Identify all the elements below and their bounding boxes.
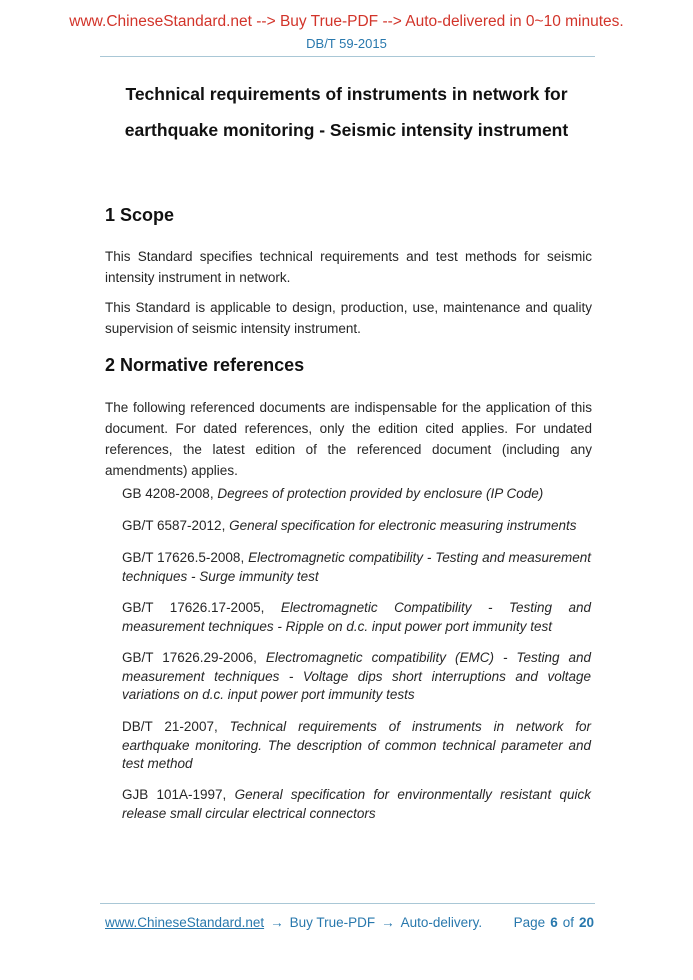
reference-item <box>122 549 591 586</box>
reference-title: Degrees of protection provided by enclosure (IP Code) <box>217 486 544 501</box>
reference-item <box>122 517 591 536</box>
standard-number: DB/T 59-2015 <box>306 36 387 51</box>
arrow-icon: → <box>270 915 284 930</box>
reference-title: Technical requirements of instruments in network for earthquake monitoring. The description of common technical parameter and test method <box>122 719 591 771</box>
section-heading-normative-references: 2 Normative references <box>105 355 305 375</box>
reference-code: GJB 101A-1997, <box>122 787 227 802</box>
reference-item <box>122 599 591 636</box>
page-of-label: of <box>562 915 574 930</box>
page-footer <box>105 915 594 930</box>
normative-intro-paragraph: The following referenced documents are indispensable for the application of this document. For dated references, only the edition cited applies. For undated references, the latest edition of the referenced document (including any amendments) applies. <box>105 400 592 478</box>
reference-code: GB/T 6587-2012, <box>122 518 226 533</box>
footer-divider <box>100 903 595 904</box>
document-title-line1: Technical requirements of instruments in network for <box>125 84 568 104</box>
reference-item <box>122 649 591 705</box>
reference-title: General specification for electronic measuring instruments <box>229 518 577 533</box>
reference-item <box>122 786 591 823</box>
footer-promo <box>105 915 482 930</box>
page-indicator <box>514 915 594 930</box>
reference-code: GB 4208-2008, <box>122 486 214 501</box>
header-promo-banner: www.ChineseStandard.net --> Buy True-PDF --> Auto-delivered in 0~10 minutes. <box>69 13 624 30</box>
reference-title: General specification for environmentally resistant quick release small circular electrical connectors <box>122 787 591 821</box>
footer-delivery-label: Auto-delivery. <box>400 915 483 930</box>
reference-code: GB/T 17626.17-2005, <box>122 600 265 615</box>
reference-item <box>122 485 591 504</box>
reference-item <box>122 718 591 774</box>
header-divider <box>100 56 595 57</box>
footer-buy-label: Buy True-PDF <box>289 915 376 930</box>
page-total: 20 <box>578 915 594 930</box>
scope-paragraph-2: This Standard is applicable to design, production, use, maintenance and quality supervision of seismic intensity instrument. <box>105 300 592 336</box>
reference-title: Electromagnetic compatibility (EMC) - Testing and measurement techniques - Voltage dips short interruptions and voltage variations on d.c. input power port immunity tests <box>122 650 591 702</box>
page-label: Page <box>513 915 546 930</box>
reference-title: Electromagnetic compatibility - Testing and measurement techniques - Surge immunity test <box>122 550 591 584</box>
footer-site-link[interactable]: www.ChineseStandard.net <box>105 915 265 930</box>
scope-paragraph-1: This Standard specifies technical requirements and test methods for seismic intensity instrument in network. <box>105 249 592 285</box>
reference-code: GB/T 17626.29-2006, <box>122 650 257 665</box>
section-heading-scope: 1 Scope <box>105 205 175 225</box>
reference-code: DB/T 21-2007, <box>122 719 218 734</box>
page-current: 6 <box>550 915 558 930</box>
document-title-line2: earthquake monitoring - Seismic intensity instrument <box>124 120 569 140</box>
reference-title: Electromagnetic Compatibility - Testing and measurement techniques - Ripple on d.c. input power port immunity test <box>122 600 591 634</box>
reference-code: GB/T 17626.5-2008, <box>122 550 245 565</box>
arrow-icon: → <box>381 915 395 930</box>
